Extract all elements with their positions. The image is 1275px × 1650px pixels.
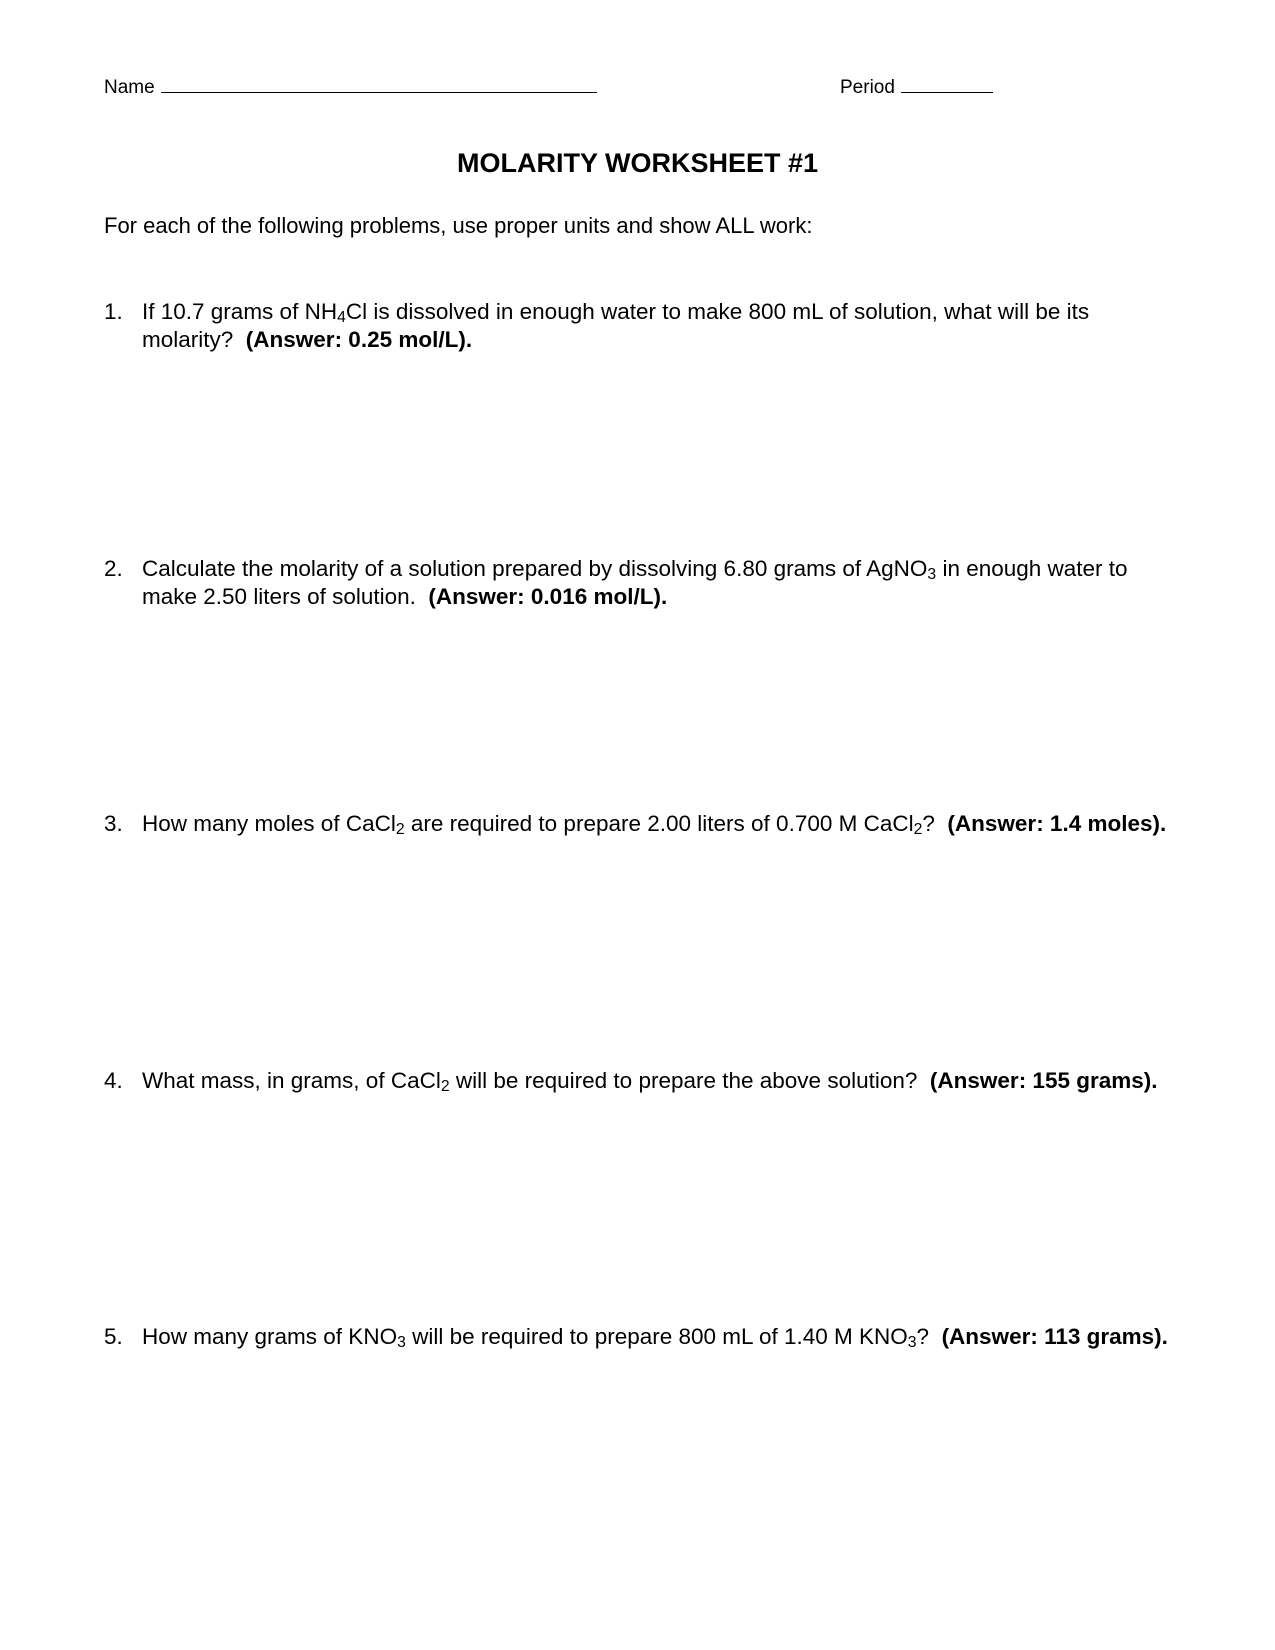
- name-label: Name: [104, 77, 155, 98]
- period-label: Period: [840, 77, 895, 98]
- period-blank-line[interactable]: [901, 74, 993, 93]
- problem-text: How many moles of CaCl$_2$ are required to prepare 2.00 liters of 0.700 M CaCl$_2$? (Answer: 1.4 moles).: [142, 811, 1167, 839]
- problem-item: [104, 555, 1184, 611]
- problem-item: [104, 1067, 1184, 1095]
- answer-text: (Answer: 1.4 moles).: [947, 811, 1167, 836]
- problem-number: 3.: [104, 811, 123, 836]
- answer-text: (Answer: 0.25 mol/L).: [245, 327, 473, 352]
- problem-item: [104, 298, 1184, 354]
- problem-number: 4.: [104, 1068, 123, 1093]
- instructions: For each of the following problems, use proper units and show ALL work:: [104, 213, 813, 238]
- problem-number: 5.: [104, 1324, 123, 1349]
- answer-text: (Answer: 113 grams).: [941, 1324, 1168, 1349]
- answer-text: (Answer: 155 grams).: [929, 1068, 1158, 1093]
- problem-item: [104, 810, 1184, 838]
- problem-number: 2.: [104, 556, 123, 581]
- name-blank-line[interactable]: [161, 74, 597, 93]
- worksheet-title: MOLARITY WORKSHEET #1: [456, 148, 819, 178]
- name-field[interactable]: [104, 74, 597, 99]
- answer-text: (Answer: 0.016 mol/L).: [428, 584, 668, 609]
- header-row: [104, 74, 1204, 98]
- problem-text: If 10.7 grams of $NH_4Cl$ is dissolved in enough water to make 800 mL of solution, what will be its molarity? (Answer: 0.25 mol/L).: [142, 299, 1090, 352]
- problem-text: How many grams of $KNO_3$ will be required to prepare 800 mL of 1.40 M $KNO_3$? (Answer: 113 grams).: [142, 1324, 1168, 1352]
- problem-item: [104, 1323, 1184, 1351]
- problem-number: 1.: [104, 299, 123, 324]
- period-field[interactable]: [840, 74, 993, 99]
- problem-text: What mass, in grams, of CaCl$_2$ will be required to prepare the above solution? (Answer: 155 grams).: [142, 1068, 1158, 1096]
- problem-text: Calculate the molarity of a solution prepared by dissolving 6.80 grams of AgNO$_3$ in enough water to make 2.50 liters of solution. (Answer: 0.016 mol/L).: [142, 556, 1128, 609]
